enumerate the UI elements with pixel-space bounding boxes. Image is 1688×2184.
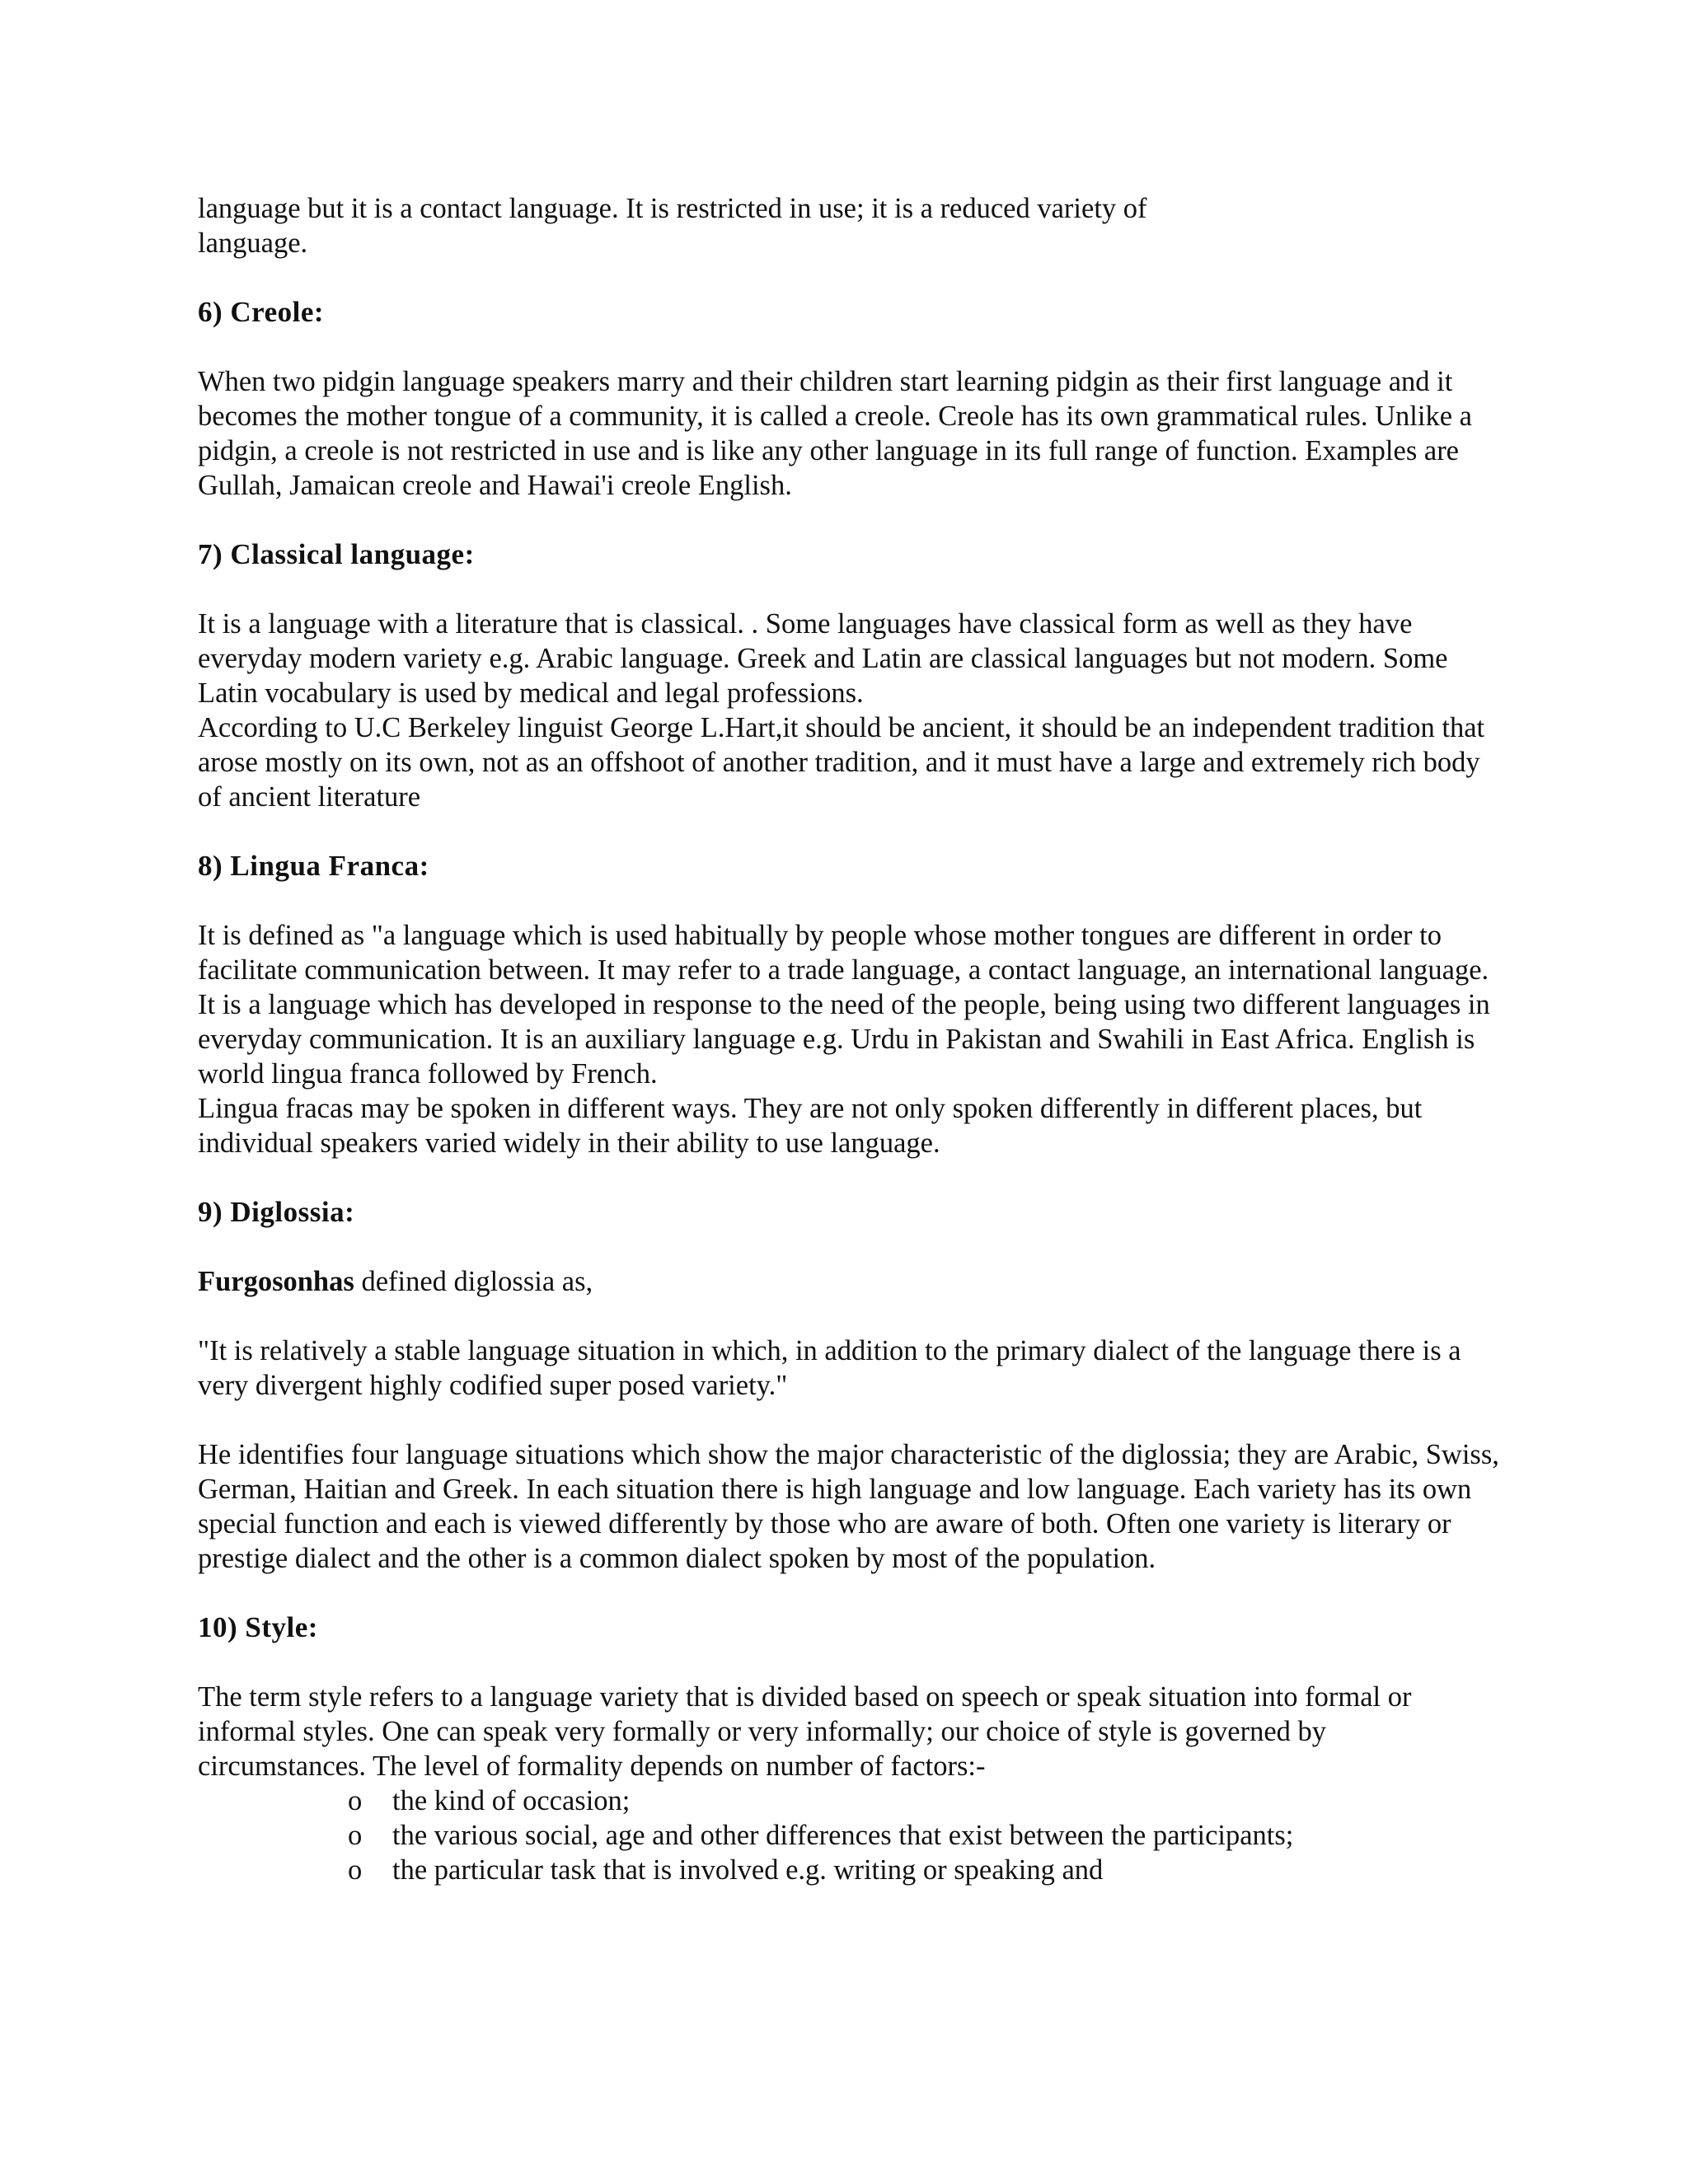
- page-content: [198, 191, 1500, 1887]
- intro-line-2: language.: [198, 227, 308, 259]
- list-item: [198, 1783, 1500, 1818]
- list-item-text: the kind of occasion;: [392, 1785, 631, 1816]
- diglossia-quote: "It is relatively a stable language situation in which, in addition to the primary dialect of the language there is a very divergent highly codified super posed variety.": [198, 1335, 1461, 1401]
- style-paragraph: The term style refers to a language variety that is divided based on speech or speak situation into formal or informal styles. One can speak very formally or very informally; our choice of style is governed by circumstances. The level of formality depends on number of factors:-: [198, 1681, 1412, 1782]
- style-factor-list: [198, 1783, 1500, 1887]
- bullet-marker: o: [348, 1854, 363, 1886]
- intro-line-1: language but it is a contact language. It is restricted in use; it is a reduced variety of: [198, 193, 1147, 224]
- classical-paragraph-2: According to U.C Berkeley linguist George L.Hart,it should be ancient, it should be an independent tradition that arose mostly on its own, not as an offshoot of another tradition, and it must have a large and extremely rich body of ancient literature: [198, 712, 1485, 813]
- bullet-marker: o: [348, 1820, 363, 1851]
- lingua-franca-heading: 8) Lingua Franca:: [198, 850, 429, 882]
- creole-paragraph: When two pidgin language speakers marry and their children start learning pidgin as their first language and it becomes the mother tongue of a community, it is called a creole. Creole has its own grammatical rules. Unlike a pidgin, a creole is not restricted in use and is like any other language in its full range of function. Examples are Gullah, Jamaican creole and Hawai'i creole English.: [198, 366, 1472, 501]
- list-item: [198, 1853, 1500, 1887]
- diglossia-definer-line: [198, 1264, 1500, 1299]
- lingua-franca-paragraph-2: Lingua fracas may be spoken in different ways. They are not only spoken differently in different places, but individual speakers varied widely in their ability to use language.: [198, 1093, 1423, 1159]
- definer-name: Furgosonhas: [198, 1266, 354, 1297]
- classical-paragraph-1: It is a language with a literature that is classical. . Some languages have classical form as well as they have everyday modern variety e.g. Arabic language. Greek and Latin are classical languages but not modern. Some Latin vocabulary is used by medical and legal professions.: [198, 608, 1448, 709]
- list-item: [198, 1818, 1500, 1853]
- classical-language-heading: 7) Classical language:: [198, 538, 475, 570]
- definer-rest: defined diglossia as,: [354, 1266, 593, 1297]
- diglossia-paragraph-2: He identifies four language situations which show the major characteristic of the diglossia; they are Arabic, Swiss, German, Haitian and Greek. In each situation there is high language and low language. Each variety has its own special function and each is viewed differently by those who are aware of both. Often one variety is literary or prestige dialect and the other is a common dialect spoken by most of the population.: [198, 1439, 1499, 1574]
- lingua-franca-paragraph-1: It is defined as "a language which is used habitually by people whose mother tongues are different in order to facilitate communication between. It may refer to a trade language, a contact language, an international language. It is a language which has developed in response to the need of the people, being using two different languages in everyday communication. It is an auxiliary language e.g. Urdu in Pakistan and Swahili in East Africa. English is world lingua franca followed by French.: [198, 920, 1490, 1090]
- list-item-text: the particular task that is involved e.g. writing or speaking and: [392, 1854, 1104, 1886]
- intro-paragraph: [198, 191, 1500, 260]
- style-heading: 10) Style:: [198, 1611, 318, 1643]
- list-item-text: the various social, age and other differences that exist between the participants;: [392, 1820, 1294, 1851]
- bullet-marker: o: [348, 1785, 363, 1816]
- diglossia-heading: 9) Diglossia:: [198, 1196, 355, 1228]
- creole-heading: 6) Creole:: [198, 296, 325, 328]
